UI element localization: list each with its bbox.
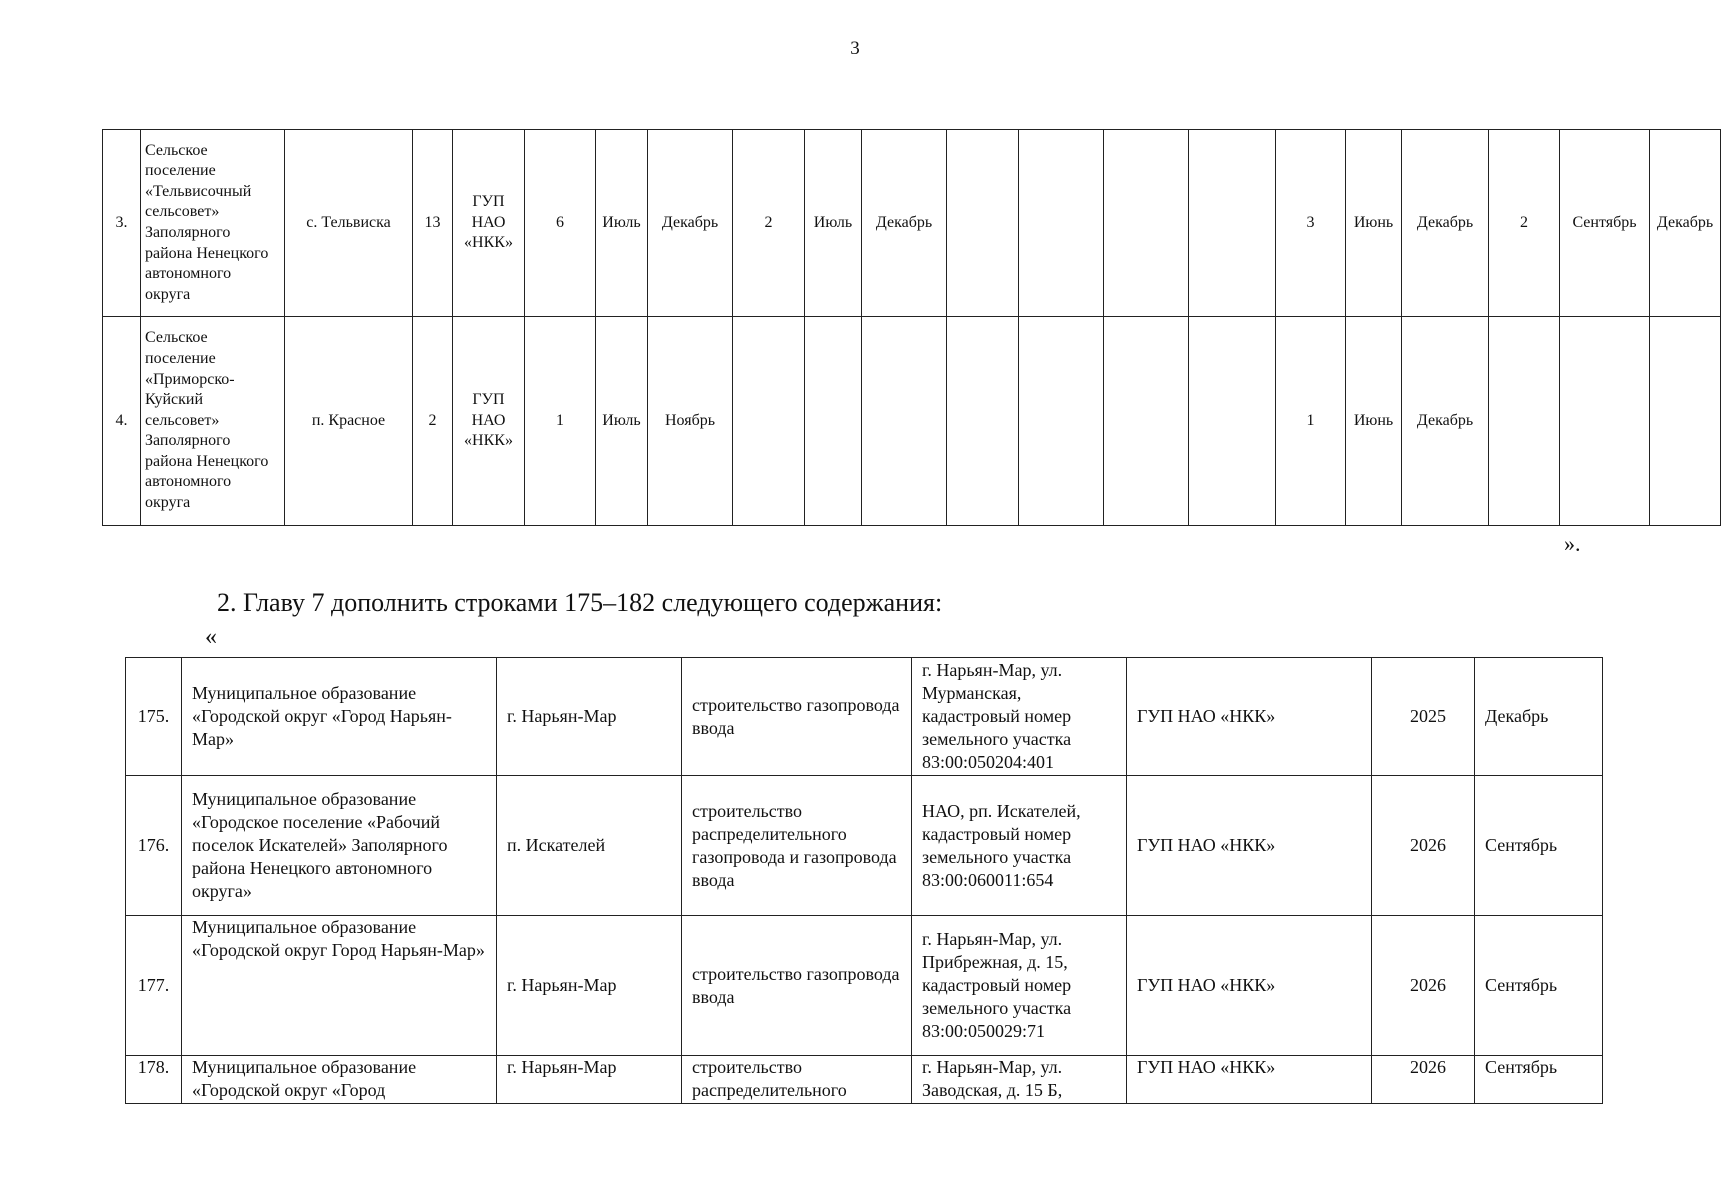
cell-year: 2026 (1372, 776, 1475, 916)
cell (1560, 317, 1650, 526)
cell (1650, 317, 1721, 526)
cell (862, 317, 947, 526)
cell: Декабрь (1402, 130, 1489, 317)
table-row (126, 1056, 1603, 1104)
cell-settlement: с. Тельвиска (285, 130, 413, 317)
table-row (126, 776, 1603, 916)
cell-month: Сентябрь (1475, 916, 1603, 1056)
cell: Декабрь (648, 130, 733, 317)
cell-year: 2026 (1372, 1056, 1475, 1104)
cell-organization: ГУП НАО «НКК» (1127, 916, 1372, 1056)
cell-row-number: 175. (126, 658, 182, 776)
cell-organization: ГУП НАО «НКК» (453, 317, 525, 526)
cell-municipality: Муниципальное образование «Городской округ «Город (182, 1056, 497, 1104)
cell: Июнь (1346, 317, 1402, 526)
cell (1189, 130, 1276, 317)
gasification-schedule-table-continued (102, 129, 1721, 526)
cell-municipality: Сельское поселение «Тельвисочный сельсовет» Заполярного района Ненецкого автономного округа (141, 130, 285, 317)
cell: Декабрь (1402, 317, 1489, 526)
cell (733, 317, 805, 526)
table-row (126, 916, 1603, 1056)
cell-settlement: г. Нарьян-Мар (497, 1056, 682, 1104)
cell-year: 2025 (1372, 658, 1475, 776)
table-row (103, 317, 1721, 526)
cell-address: НАО, рп. Искателей, кадастровый номер земельного участка 83:00:060011:654 (912, 776, 1127, 916)
cell-settlement: г. Нарьян-Мар (497, 916, 682, 1056)
cell: Декабрь (862, 130, 947, 317)
cell (947, 317, 1019, 526)
cell (1104, 317, 1189, 526)
cell-municipality: Муниципальное образование «Городской округ Город Нарьян-Мар» (182, 916, 497, 1056)
cell: Июнь (1346, 130, 1402, 317)
cell: Декабрь (1650, 130, 1721, 317)
cell-row-number: 176. (126, 776, 182, 916)
cell (805, 317, 862, 526)
cell-municipality: Муниципальное образование «Городской округ «Город Нарьян-Мар» (182, 658, 497, 776)
cell-work-type: строительство газопровода ввода (682, 658, 912, 776)
cell: 1 (1276, 317, 1346, 526)
cell-row-number: 178. (126, 1056, 182, 1104)
cell-address: г. Нарьян-Мар, ул. Заводская, д. 15 Б, (912, 1056, 1127, 1104)
cell-settlement: п. Искателей (497, 776, 682, 916)
cell-count: 2 (413, 317, 453, 526)
cell-row-number: 3. (103, 130, 141, 317)
cell-organization: ГУП НАО «НКК» (1127, 776, 1372, 916)
cell-year: 2026 (1372, 916, 1475, 1056)
cell-row-number: 177. (126, 916, 182, 1056)
cell-address: г. Нарьян-Мар, ул. Прибрежная, д. 15, кадастровый номер земельного участка 83:00:050029:71 (912, 916, 1127, 1056)
cell-work-type: строительство распределительного газопровода и газопровода ввода (682, 776, 912, 916)
cell: Июль (805, 130, 862, 317)
cell: 1 (525, 317, 596, 526)
cell-month: Декабрь (1475, 658, 1603, 776)
cell-organization: ГУП НАО «НКК» (1127, 1056, 1372, 1104)
table-row (103, 130, 1721, 317)
cell (1489, 317, 1560, 526)
cell-row-number: 4. (103, 317, 141, 526)
cell: 2 (733, 130, 805, 317)
cell-municipality: Муниципальное образование «Городское поселение «Рабочий поселок Искателей» Заполярного района Ненецкого автономного округа» (182, 776, 497, 916)
chapter-7-additions-table (125, 657, 1603, 1104)
cell: 2 (1489, 130, 1560, 317)
cell (1189, 317, 1276, 526)
opening-quote: « (205, 624, 217, 650)
cell: 3 (1276, 130, 1346, 317)
page-number: 3 (850, 38, 860, 59)
cell: Сентябрь (1560, 130, 1650, 317)
cell-settlement: п. Красное (285, 317, 413, 526)
cell-settlement: г. Нарьян-Мар (497, 658, 682, 776)
cell: 6 (525, 130, 596, 317)
section-heading: 2. Главу 7 дополнить строками 175–182 следующего содержания: (217, 588, 943, 617)
cell: Ноябрь (648, 317, 733, 526)
cell (1104, 130, 1189, 317)
cell (1019, 130, 1104, 317)
cell-work-type: строительство распределительного (682, 1056, 912, 1104)
cell-count: 13 (413, 130, 453, 317)
cell (1019, 317, 1104, 526)
closing-quote: ». (1564, 531, 1581, 556)
cell-month: Сентябрь (1475, 1056, 1603, 1104)
cell-organization: ГУП НАО «НКК» (1127, 658, 1372, 776)
cell-address: г. Нарьян-Мар, ул. Мурманская, кадастровый номер земельного участка 83:00:050204:401 (912, 658, 1127, 776)
cell-municipality: Сельское поселение «Приморско-Куйский сельсовет» Заполярного района Ненецкого автономного округа (141, 317, 285, 526)
cell: Июль (596, 317, 648, 526)
cell-work-type: строительство газопровода ввода (682, 916, 912, 1056)
table-row (126, 658, 1603, 776)
cell: Июль (596, 130, 648, 317)
cell (947, 130, 1019, 317)
cell-organization: ГУП НАО «НКК» (453, 130, 525, 317)
cell-month: Сентябрь (1475, 776, 1603, 916)
